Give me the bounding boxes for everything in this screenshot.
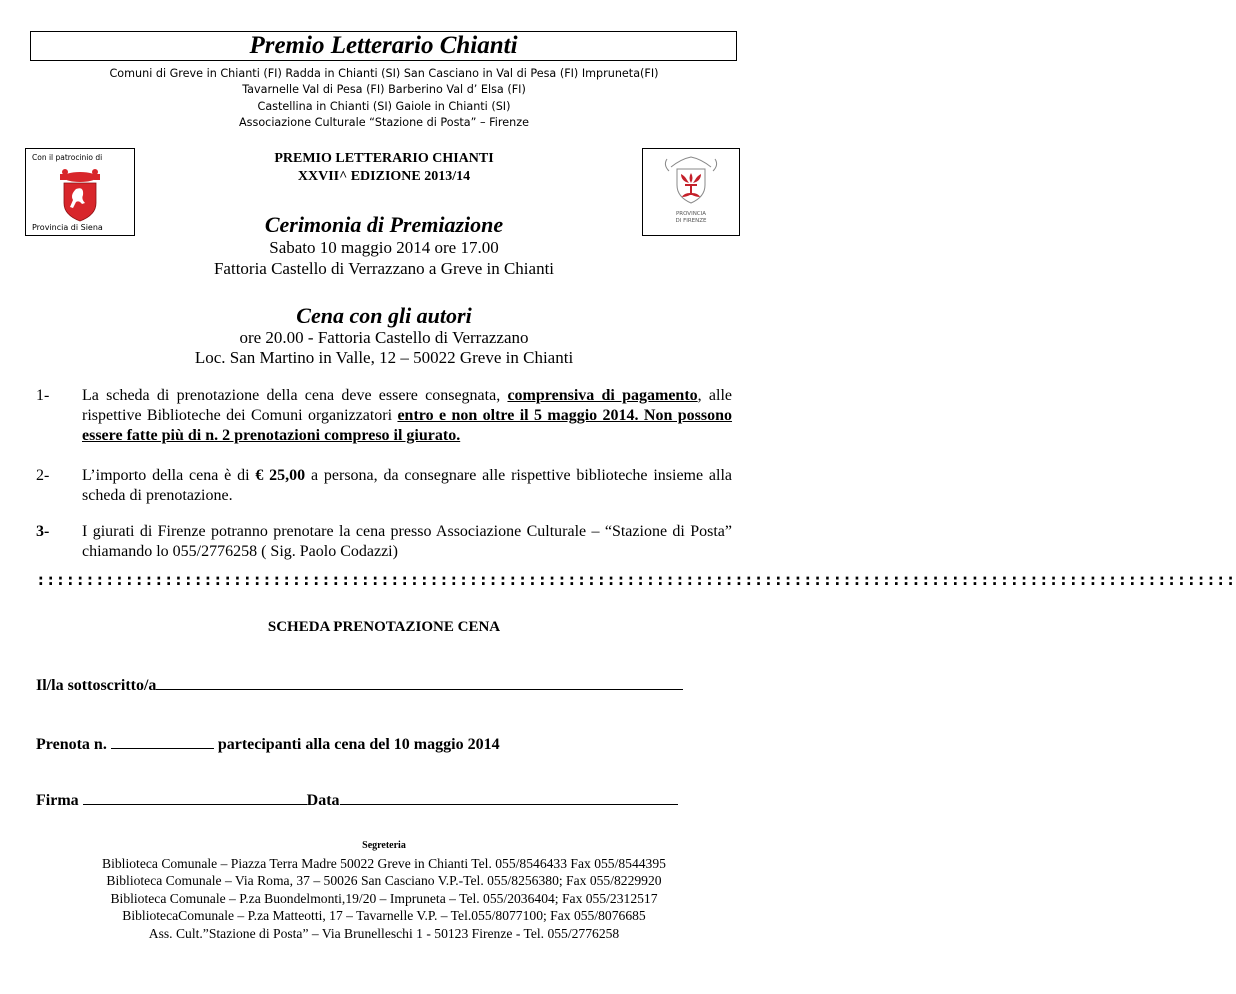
data-label: Data bbox=[306, 792, 340, 809]
contact-line: Biblioteca Comunale – Via Roma, 37 – 50026 San Casciano V.P.-Tel. 055/8256380; Fax 055/8229920 bbox=[106, 873, 662, 889]
rule-item-1 bbox=[36, 386, 732, 446]
svg-text:PROVINCIA: PROVINCIA bbox=[675, 211, 707, 217]
item-text: L’importo della cena è di € 25,00 a persona, da consegnare alle rispettive biblioteche insieme alla scheda di prenotazione. bbox=[82, 467, 733, 504]
premio-line-1: PREMIO LETTERARIO CHIANTI bbox=[274, 151, 494, 166]
item-text: La scheda di prenotazione della cena deve essere consegnata, comprensiva di pagamento, alle rispettive Biblioteche dei Comuni organizzatori entro e non oltre il 5 maggio 2014. Non possono essere fatte più di n. 2 prenotazioni compreso il giurato. bbox=[82, 387, 733, 444]
contact-line: BibliotecaComunale – P.za Matteotti, 17 – Tavarnelle V.P. – Tel.055/8077100; Fax 055/8076685 bbox=[122, 908, 646, 924]
communes-line-1: Comuni di Greve in Chianti (FI) Radda in Chianti (SI) San Casciano in Val di Pesa (FI) Impruneta(FI) bbox=[109, 67, 659, 80]
price: € 25,00 bbox=[255, 467, 306, 484]
ceremony-location: Fattoria Castello di Verrazzano a Greve in Chianti bbox=[213, 259, 555, 278]
dinner-time-location: ore 20.00 - Fattoria Castello di Verrazzano bbox=[239, 328, 529, 347]
item-text: I giurati di Firenze potranno prenotare la cena presso Associazione Culturale – “Stazione di Posta” chiamando lo 055/2776258 ( Sig. Paolo Codazzi) bbox=[82, 523, 732, 560]
segreteria-title: Segreteria bbox=[362, 840, 406, 851]
dinner-heading: Cena con gli autori bbox=[296, 303, 472, 328]
svg-text:Provincia di Siena: Provincia di Siena bbox=[32, 223, 103, 232]
deadline-note: entro e non oltre il 5 maggio 2014. Non possono essere fatte più di n. 2 prenotazioni compreso il giurato. bbox=[82, 407, 733, 444]
communes-line-2: Tavarnelle Val di Pesa (FI) Barberino Val d’ Elsa (FI) bbox=[242, 83, 526, 97]
dinner-address: Loc. San Martino in Valle, 12 – 50022 Greve in Chianti bbox=[194, 348, 574, 367]
form-row-sottoscritto bbox=[36, 675, 683, 695]
communes-list bbox=[0, 66, 768, 132]
svg-text:DI FIRENZE: DI FIRENZE bbox=[675, 218, 707, 224]
svg-text:Con il patrocinio di: Con il patrocinio di bbox=[32, 153, 103, 162]
payment-note: comprensiva di pagamento bbox=[507, 387, 698, 404]
rule-item-2 bbox=[36, 466, 732, 506]
communes-line-3: Castellina in Chianti (SI) Gaiole in Chianti (SI) bbox=[257, 99, 511, 113]
ceremony-date: Sabato 10 maggio 2014 ore 17.00 bbox=[269, 238, 499, 257]
sottoscritto-label: Il/la sottoscritto/a bbox=[36, 677, 157, 694]
rule-item-3 bbox=[36, 522, 732, 562]
premio-heading bbox=[0, 150, 768, 186]
participants-count-field[interactable] bbox=[111, 734, 214, 749]
data-field[interactable] bbox=[340, 790, 678, 805]
segreteria-contacts bbox=[0, 855, 768, 942]
ceremony-heading: Cerimonia di Premiazione bbox=[264, 212, 504, 237]
contact-line: Ass. Cult.”Stazione di Posta” – Via Brunelleschi 1 - 50123 Firenze - Tel. 055/2776258 bbox=[148, 925, 620, 941]
participants-label: partecipanti alla cena del 10 maggio 2014 bbox=[217, 736, 500, 753]
contact-line: Biblioteca Comunale – Piazza Terra Madre 50022 Greve in Chianti Tel. 055/8546433 Fax 055/8544395 bbox=[102, 856, 666, 871]
item-number: 2- bbox=[36, 467, 50, 484]
premio-edition: XXVII^ EDIZIONE 2013/14 bbox=[297, 169, 471, 184]
sottoscritto-field[interactable] bbox=[156, 675, 683, 690]
firma-field[interactable] bbox=[83, 790, 307, 805]
title-box bbox=[30, 31, 737, 61]
prenota-label: Prenota n. bbox=[36, 736, 107, 753]
page-title: Premio Letterario Chianti bbox=[249, 32, 518, 59]
communes-line-4: Associazione Culturale “Stazione di Posta” – Firenze bbox=[239, 116, 529, 130]
item-number: 1- bbox=[36, 387, 50, 404]
cut-separator: :::::::::::::::::::::::::::::::::::::::::::::::::::::::::::::::::::::::::::::::::::::::::::::::::::::::::::::::::::::::::: bbox=[36, 570, 1236, 589]
item-number: 3- bbox=[36, 523, 50, 540]
contact-line: Biblioteca Comunale – P.za Buondelmonti,19/20 – Impruneta – Tel. 055/2036404; Fax 055/2312517 bbox=[110, 890, 658, 906]
form-row-firma bbox=[36, 790, 678, 810]
form-title: SCHEDA PRENOTAZIONE CENA bbox=[267, 619, 501, 635]
firma-label: Firma bbox=[36, 792, 79, 809]
form-row-prenota bbox=[36, 734, 500, 754]
